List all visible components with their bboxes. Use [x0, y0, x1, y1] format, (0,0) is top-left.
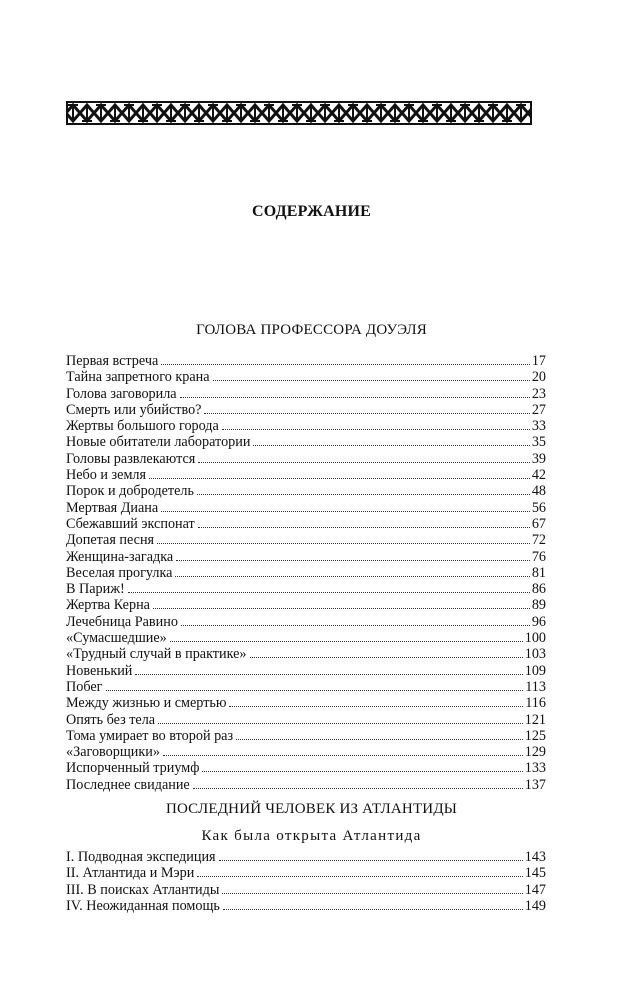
toc-entry-title: «Трудный случай в практике» [66, 646, 247, 663]
dot-leader [157, 543, 530, 544]
toc-entry[interactable] [66, 614, 546, 630]
toc-entry-title: Новенький [66, 662, 133, 679]
toc-entry-page-number: 56 [531, 499, 546, 516]
toc-entry-title: Тома умирает во второй раз [66, 727, 234, 744]
toc-entry-title: Последнее свидание [66, 776, 190, 793]
toc-entry[interactable] [66, 451, 546, 467]
toc-entry-title: Испорченный триумф [66, 760, 200, 777]
toc-entry-page-number: 137 [524, 776, 546, 793]
dot-leader [106, 690, 524, 691]
toc-list-1 [66, 353, 546, 793]
toc-entry-title: Между жизнью и смертью [66, 695, 227, 712]
dot-leader [222, 429, 530, 430]
toc-entry-page-number: 145 [524, 865, 546, 882]
toc-entry-title: Смерть или убийство? [66, 401, 202, 418]
toc-entry-page-number: 133 [524, 760, 546, 777]
dot-leader [236, 739, 523, 740]
toc-entry-page-number: 76 [531, 548, 546, 565]
toc-entry-page-number: 125 [524, 727, 546, 744]
section-heading-2: ПОСЛЕДНИЙ ЧЕЛОВЕК ИЗ АТЛАНТИДЫ [165, 801, 458, 817]
section-subheading: Как была открыта Атлантида [201, 828, 422, 844]
dot-leader [223, 909, 523, 910]
dot-leader [204, 413, 529, 414]
dot-leader [229, 706, 523, 707]
toc-entry[interactable] [66, 516, 546, 532]
toc-entry-title: IV. Неожиданная помощь [66, 897, 220, 914]
toc-entry[interactable] [66, 353, 546, 369]
toc-entry-page-number: 81 [531, 564, 546, 581]
toc-entry-title: «Сумасшедшие» [66, 630, 167, 647]
decorative-border-icon [66, 101, 532, 125]
toc-entry-title: Лечебница Равино [66, 613, 178, 630]
toc-entry-page-number: 67 [531, 515, 546, 532]
toc-entry-page-number: 147 [524, 881, 546, 898]
toc-entry-page-number: 121 [524, 711, 546, 728]
dot-leader [197, 494, 530, 495]
dot-leader [250, 657, 523, 658]
dot-leader [163, 755, 523, 756]
toc-entry-title: Голова заговорила [66, 385, 177, 402]
toc-entry[interactable] [66, 549, 546, 565]
section-heading-1: ГОЛОВА ПРОФЕССОРА ДОУЭЛЯ [196, 322, 427, 338]
toc-entry[interactable] [66, 679, 546, 695]
toc-entry-title: Сбежавший экспонат [66, 515, 195, 532]
toc-entry-page-number: 23 [531, 385, 546, 402]
toc-entry[interactable] [66, 418, 546, 434]
dot-leader [153, 608, 530, 609]
dot-leader [193, 788, 523, 789]
toc-entry[interactable] [66, 646, 546, 662]
dot-leader [180, 397, 530, 398]
toc-entry[interactable] [66, 712, 546, 728]
dot-leader [213, 380, 530, 381]
toc-entry[interactable] [66, 898, 546, 914]
toc-entry-page-number: 129 [524, 744, 546, 761]
toc-entry-title: Опять без тела [66, 711, 156, 728]
toc-entry[interactable] [66, 849, 546, 865]
toc-entry-page-number: 48 [531, 483, 546, 500]
toc-entry-page-number: 100 [524, 630, 546, 647]
toc-entry[interactable] [66, 581, 546, 597]
toc-entry[interactable] [66, 565, 546, 581]
toc-entry[interactable] [66, 663, 546, 679]
toc-entry[interactable] [66, 467, 546, 483]
toc-entry[interactable] [66, 500, 546, 516]
toc-entry-title: Жертвы большого города [66, 418, 219, 435]
toc-entry[interactable] [66, 760, 546, 776]
dot-leader [175, 576, 529, 577]
toc-entry[interactable] [66, 865, 546, 881]
toc-entry[interactable] [66, 728, 546, 744]
dot-leader [161, 364, 530, 365]
toc-entry[interactable] [66, 695, 546, 711]
toc-entry-page-number: 89 [531, 597, 546, 614]
toc-entry-title: В Париж! [66, 581, 125, 598]
toc-entry-title: Небо и земля [66, 467, 147, 484]
toc-entry-title: Веселая прогулка [66, 564, 173, 581]
toc-entry[interactable] [66, 369, 546, 385]
dot-leader [170, 641, 523, 642]
toc-entry-title: Головы развлекаются [66, 450, 196, 467]
toc-entry-title: Порок и добродетель [66, 483, 194, 500]
toc-entry-title: Женщина-загадка [66, 548, 174, 565]
toc-entry-page-number: 33 [531, 418, 546, 435]
toc-entry-page-number: 109 [524, 662, 546, 679]
dot-leader [197, 876, 522, 877]
toc-entry-title: Первая встреча [66, 353, 159, 369]
dot-leader [222, 893, 522, 894]
toc-entry[interactable] [66, 483, 546, 499]
toc-entry-page-number: 27 [531, 401, 546, 418]
toc-entry-page-number: 20 [531, 369, 546, 386]
dot-leader [135, 674, 522, 675]
toc-entry-title: Жертва Керна [66, 597, 150, 614]
dot-leader [128, 592, 530, 593]
toc-entry-page-number: 42 [531, 467, 546, 484]
dot-leader [253, 445, 529, 446]
toc-entry-title: Побег [66, 678, 103, 695]
dot-leader [198, 527, 530, 528]
toc-entry[interactable] [66, 630, 546, 646]
toc-entry-page-number: 17 [531, 353, 546, 369]
toc-entry-page-number: 96 [531, 613, 546, 630]
dot-leader [161, 511, 530, 512]
toc-entry-page-number: 103 [524, 646, 546, 663]
dot-leader [219, 860, 523, 861]
toc-entry-page-number: 113 [525, 678, 546, 695]
dot-leader [202, 771, 522, 772]
dot-leader [158, 723, 523, 724]
toc-entry-page-number: 143 [524, 849, 546, 865]
toc-entry-page-number: 116 [525, 695, 546, 712]
dot-leader [181, 625, 530, 626]
toc-entry[interactable] [66, 402, 546, 418]
toc-entry-title: Новые обитатели лаборатории [66, 434, 251, 451]
toc-entry-page-number: 39 [531, 450, 546, 467]
toc-entry[interactable] [66, 532, 546, 548]
toc-entry-title: I. Подводная экспедиция [66, 849, 216, 865]
toc-entry-page-number: 35 [531, 434, 546, 451]
toc-entry-page-number: 149 [524, 897, 546, 914]
dot-leader [149, 478, 530, 479]
toc-entry-title: Мертвая Диана [66, 499, 159, 516]
toc-entry-page-number: 72 [531, 532, 546, 549]
dot-leader [198, 462, 530, 463]
toc-entry-title: Тайна запретного крана [66, 369, 210, 386]
toc-entry[interactable] [66, 777, 546, 793]
toc-entry[interactable] [66, 386, 546, 402]
toc-entry-title: Допетая песня [66, 532, 155, 549]
toc-entry-title: II. Атлантида и Мэри [66, 865, 195, 882]
toc-list-2 [66, 849, 546, 914]
page-title: СОДЕРЖАНИЕ [251, 203, 372, 220]
toc-entry-title: III. В поисках Атлантиды [66, 881, 220, 898]
toc-entry[interactable] [66, 434, 546, 450]
dot-leader [176, 560, 530, 561]
toc-entry-title: «Заговорщики» [66, 744, 160, 761]
toc-entry[interactable] [66, 744, 546, 760]
toc-entry[interactable] [66, 882, 546, 898]
toc-entry[interactable] [66, 597, 546, 613]
toc-entry-page-number: 86 [531, 581, 546, 598]
